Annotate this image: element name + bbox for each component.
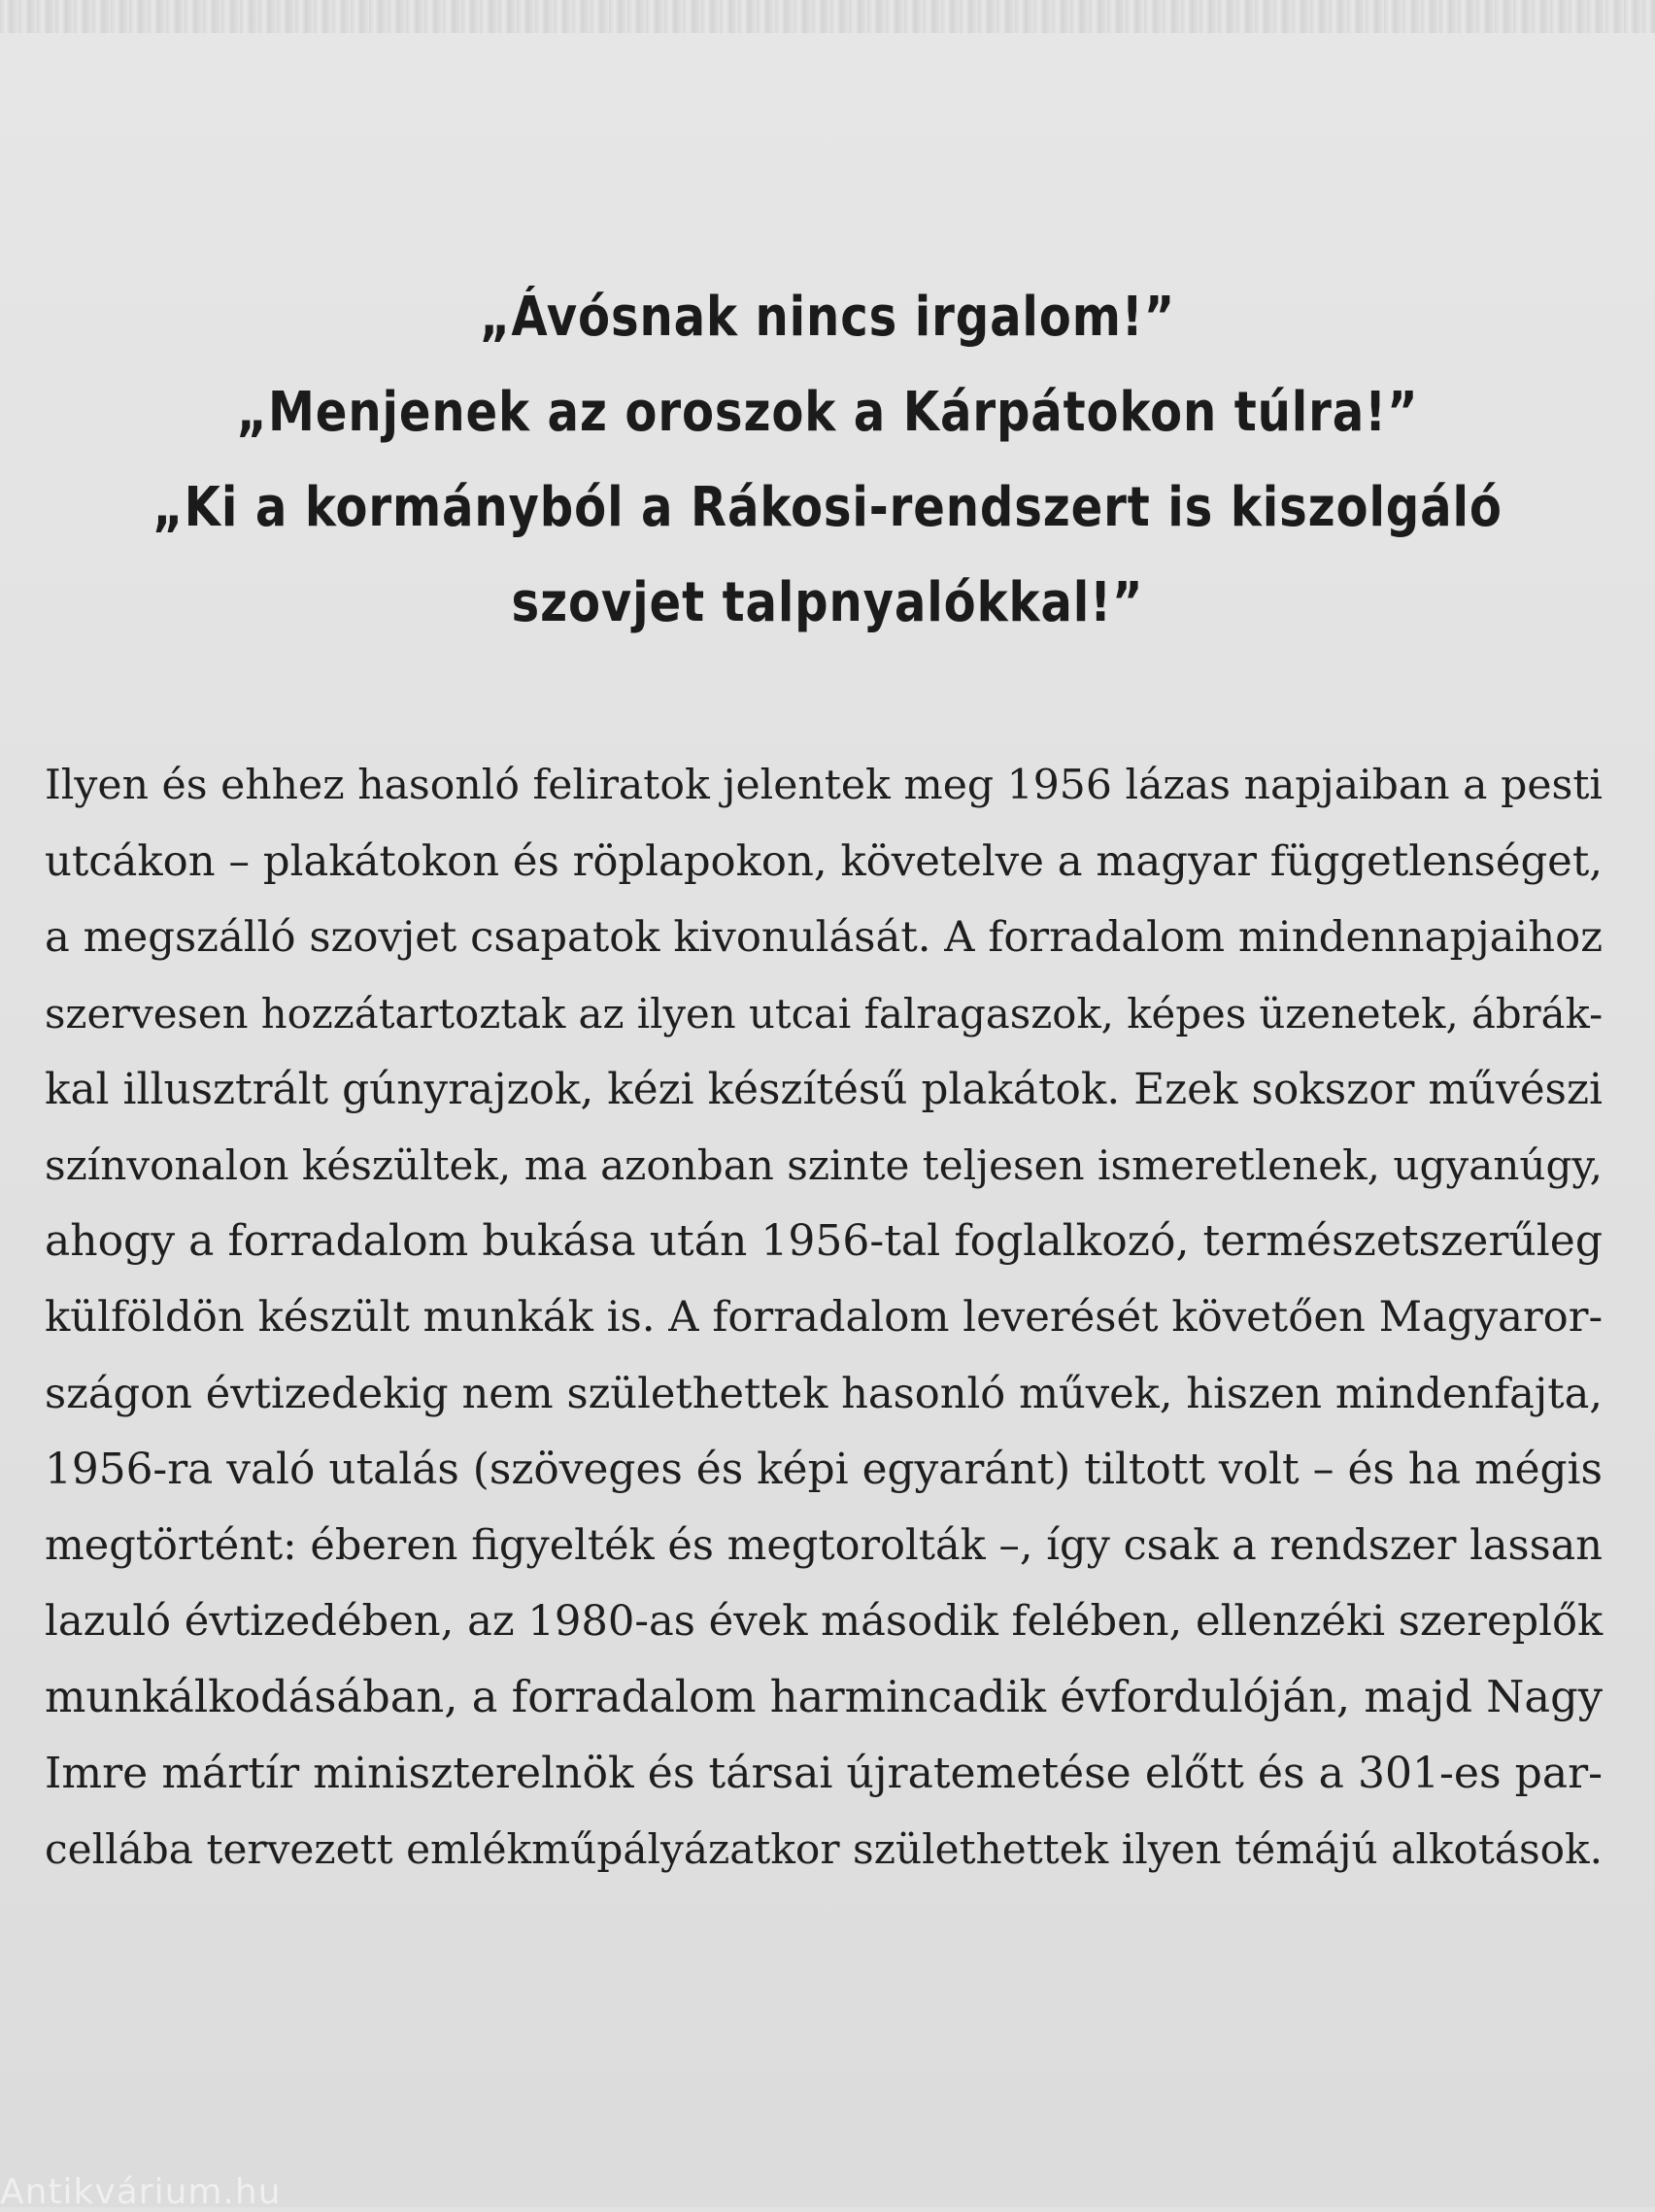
paragraph-line: kal illusztrált gúnyrajzok, kézi készítésű plakátok. Ezek sokszor művészi xyxy=(45,1064,1603,1114)
slogan-line: „Ki a kormányból a Rákosi-rendszert is kiszolgáló xyxy=(152,476,1503,539)
paragraph-line: külföldön készült munkák is. A forradalom leverését követően Magyaror- xyxy=(45,1293,1604,1343)
paragraph-line: szervesen hozzátartoztak az ilyen utcai falragaszok, képes üzenetek, ábrák- xyxy=(45,989,1604,1038)
watermark: Antikvárium.hu xyxy=(0,2172,282,2212)
slogan-line: „Menjenek az oroszok a Kárpátokon túlra!” xyxy=(236,381,1419,444)
body-paragraph xyxy=(45,748,1603,1888)
paragraph-line: lazuló évtizedében, az 1980-as évek második felében, ellenzéki szereplők xyxy=(45,1597,1604,1647)
page-top-edge xyxy=(0,0,1655,33)
paragraph-line: Ilyen és ehhez hasonló feliratok jelentek meg 1956 lázas napjaiban a pesti xyxy=(45,762,1603,809)
paragraph-line: munkálkodásában, a forradalom harmincadik évfordulóján, majd Nagy xyxy=(45,1671,1603,1723)
paragraph-line: ahogy a forradalom bukása után 1956-tal foglalkozó, természetszerűleg xyxy=(45,1216,1603,1267)
slogan-block xyxy=(0,270,1655,651)
paragraph-line: a megszálló szovjet csapatok kivonulását. A forradalom mindennapjaihoz xyxy=(45,913,1603,963)
paragraph-line: szágon évtizedekig nem születhettek hasonló művek, hiszen mindenfajta, xyxy=(45,1369,1603,1418)
paragraph-line: megtörtént: éberen figyelték és megtorolták –, így csak a rendszer lassan xyxy=(45,1521,1603,1571)
paragraph-line: Imre mártír miniszterelnök és társai újratemetése előtt és a 301-es par- xyxy=(45,1748,1603,1798)
paragraph-line: 1956-ra való utalás (szöveges és képi egyaránt) tiltott volt – és ha mégis xyxy=(45,1444,1603,1494)
slogan-line: „Ávósnak nincs irgalom!” xyxy=(479,286,1176,349)
slogan-line: szovjet talpnyalókkal!” xyxy=(511,571,1144,634)
paragraph-line: utcákon – plakátokon és röplapokon, követelve a magyar függetlenséget, xyxy=(45,837,1603,887)
paragraph-line: színvonalon készültek, ma azonban szinte teljesen ismeretlenek, ugyanúgy, xyxy=(45,1141,1603,1190)
paragraph-line: cellába tervezett emlékműpályázatkor születhettek ilyen témájú alkotások. xyxy=(45,1824,1603,1873)
